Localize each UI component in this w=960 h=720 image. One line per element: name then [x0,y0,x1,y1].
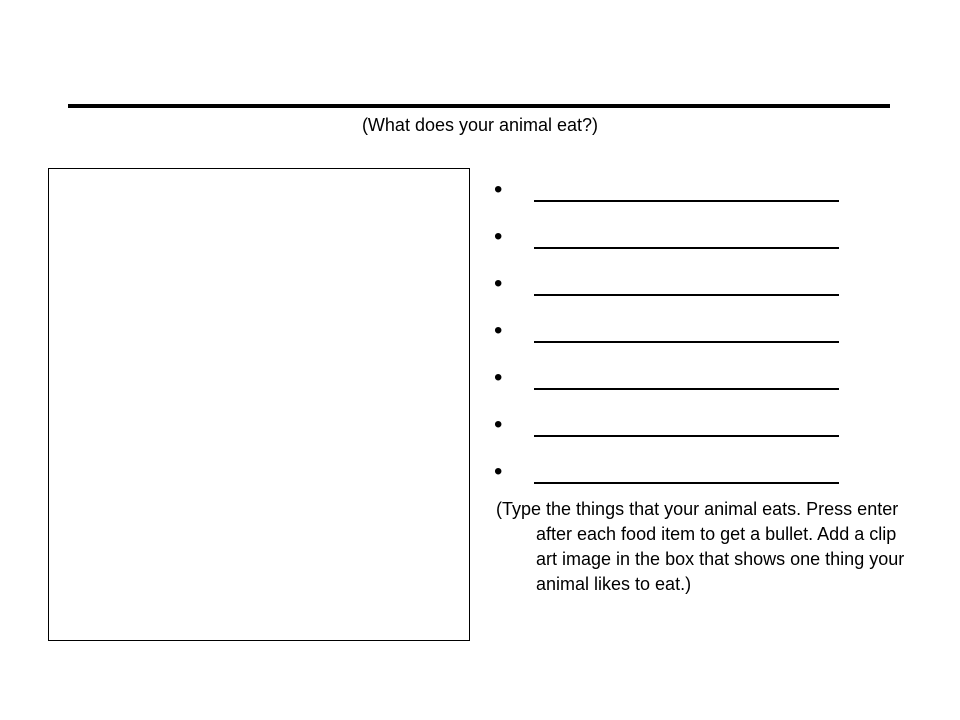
list-item [494,319,914,366]
food-blank-line[interactable] [534,366,839,390]
food-blank-line[interactable] [534,413,839,437]
bullet-icon: • [494,270,503,297]
food-blank-line[interactable] [534,178,839,202]
food-blank-line[interactable] [534,272,839,296]
bullet-icon: • [494,411,503,438]
instructions-text: (Type the things that your animal eats. Press enter after each food item to get a bullet. Add a clip art image in the box that shows one thing your animal likes to eat.) [496,499,905,594]
list-item [494,272,914,319]
page-subtitle: (What does your animal eat?) [361,115,599,135]
list-item [494,366,914,413]
list-item [494,178,914,225]
food-bullet-list [494,178,914,507]
food-blank-line[interactable] [534,225,839,249]
list-item [494,413,914,460]
food-blank-line[interactable] [534,460,839,484]
food-blank-line[interactable] [534,319,839,343]
bullet-icon: • [494,223,503,250]
bullet-icon: • [494,176,503,203]
list-item [494,225,914,272]
bullet-icon: • [494,317,503,344]
title-underline [68,104,890,108]
bullet-icon: • [494,458,503,485]
bullet-icon: • [494,364,503,391]
clip-art-image-box[interactable] [48,168,470,641]
